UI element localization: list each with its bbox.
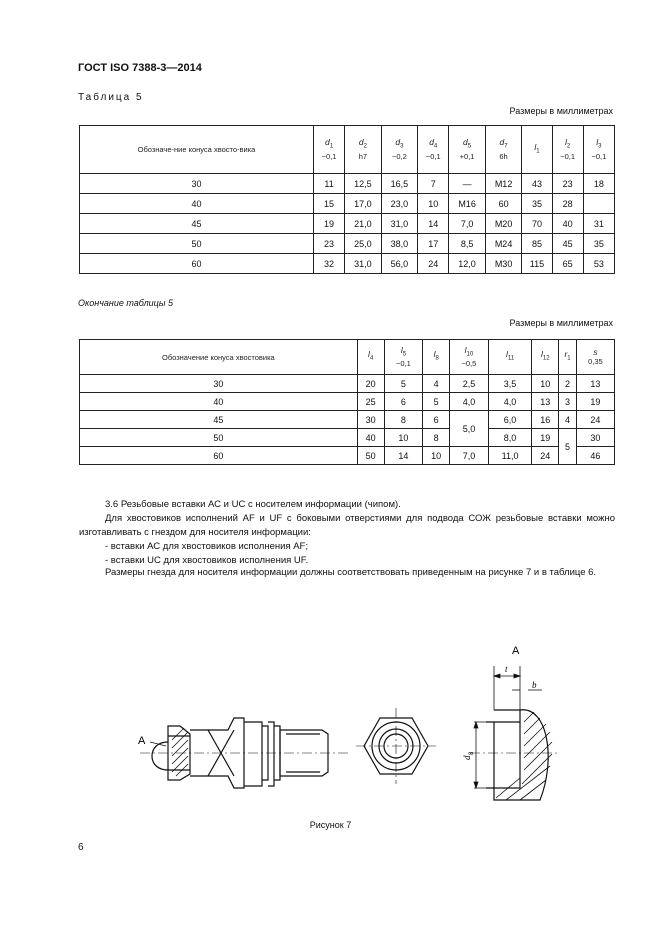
table5-continuation-body: [80, 375, 615, 465]
table5-cont-cell: 24: [532, 447, 559, 465]
table5-cont-row: [80, 411, 615, 429]
table5-continuation-caption: Окончание таблицы 5: [78, 298, 173, 308]
table5-header-5: $d_5$ +0,1: [449, 126, 486, 174]
table5-cell: 15: [313, 194, 344, 214]
table5-cell: 17: [418, 234, 449, 254]
table5-cont-cell: 5,0: [450, 411, 489, 447]
table5-cont-header-1: $l_4$: [357, 340, 384, 375]
table5-cont-cell: 14: [384, 447, 423, 465]
table5: [79, 125, 615, 274]
table5-cont-cell: 19: [576, 393, 614, 411]
table5-cont-header-2: $l_5$ −0,1: [384, 340, 423, 375]
table5-cell: 30: [80, 174, 314, 194]
table5-cont-row: [80, 447, 615, 465]
document-header: ГОСТ ISO 7388-3—2014: [78, 62, 202, 74]
table5-cell: M20: [485, 214, 521, 234]
table5-cell: 40: [552, 214, 583, 234]
list-item-ac: - вставки АС для хвостовиков исполнения AF;: [105, 541, 308, 552]
table5-cont-header-0: Обозначение конуса хвостовика: [80, 340, 358, 375]
table5-cont-row: [80, 393, 615, 411]
table5-cont-cell: 6: [423, 411, 450, 429]
table5-cell: 45: [552, 234, 583, 254]
table5-row: [80, 174, 615, 194]
paragraph-dimensions: Размеры гнезда для носителя информации должны соответствовать приведенным на рисунке 7 и в таблице 6.: [105, 567, 597, 578]
list-item-uc: - вставки UC для хвостовиков исполнения UF.: [105, 555, 309, 566]
section-3-6-heading: 3.6 Резьбовые вставки АС и UC с носителем информации (чипом).: [105, 499, 401, 510]
axis-lines-end-view: [356, 708, 436, 784]
table5-cell: 17,0: [345, 194, 382, 214]
label-a-left: A: [138, 735, 146, 747]
table5-cell: 11: [313, 174, 344, 194]
table5-cont-row: [80, 375, 615, 393]
table5-cell: 18: [583, 174, 614, 194]
table5-cell: 19: [313, 214, 344, 234]
hatching-detail: [496, 712, 552, 800]
paragraph-af-uf: Для хвостовиков исполнений AF и UF с боковыми отверстиями для подвода СОЖ резьбовые вставки можно изготавливать с гнездом для носителя информации:: [79, 513, 615, 538]
table5-cont-cell: 5: [559, 429, 577, 465]
table5-cont-cell: 50: [80, 429, 358, 447]
table5-cont-cell: 45: [80, 411, 358, 429]
table5-header-8: $l_2$ −0,1: [552, 126, 583, 174]
table5-row: [80, 194, 615, 214]
table5-cell: 35: [522, 194, 552, 214]
table5-cell: M12: [485, 174, 521, 194]
table5-cont-header-3: $l_8$: [423, 340, 450, 375]
table5-cont-header-5: $l_{11}$: [488, 340, 532, 375]
table5-cell: —: [449, 174, 486, 194]
table5-cell: 21,0: [345, 214, 382, 234]
table5-cell: 25,0: [345, 234, 382, 254]
table5-cont-cell: 60: [80, 447, 358, 465]
table5-cont-row: [80, 429, 615, 447]
table5-row: [80, 234, 615, 254]
table5-cont-cell: 2: [559, 375, 577, 393]
svg-text:8: 8: [469, 751, 475, 755]
page-number: 6: [78, 842, 84, 853]
table5-cont-cell: 4: [559, 411, 577, 429]
table5-continuation: [79, 339, 615, 465]
dimension-t: t: [505, 664, 508, 674]
table5-cell: 12,0: [449, 254, 486, 274]
table5-cont-cell: 13: [576, 375, 614, 393]
table5-cont-cell: 24: [576, 411, 614, 429]
table5-cell: 16,5: [381, 174, 418, 194]
table5-cell: 45: [80, 214, 314, 234]
table5-cell: 7,0: [449, 214, 486, 234]
table5-cell: 115: [522, 254, 552, 274]
table5-cell: 56,0: [381, 254, 418, 274]
table5-cont-cell: 6: [384, 393, 423, 411]
table5-cont-cell: 40: [80, 393, 358, 411]
svg-text:d: d: [462, 755, 472, 760]
table5-continuation-header-row: [80, 340, 615, 375]
table5-cell: M24: [485, 234, 521, 254]
table5-cont-cell: 6,0: [488, 411, 532, 429]
table5-cont-cell: 11,0: [488, 447, 532, 465]
table5-header-6: $d_7$ 6h: [485, 126, 521, 174]
table5-cell: 65: [552, 254, 583, 274]
table5-cell: 60: [485, 194, 521, 214]
table5-cont-cell: 19: [532, 429, 559, 447]
table5-cont-cell: 3,5: [488, 375, 532, 393]
table5-cont-cell: 4,0: [450, 393, 489, 411]
table5-cell: 32: [313, 254, 344, 274]
table5-cell: 70: [522, 214, 552, 234]
table5-cell: M16: [449, 194, 486, 214]
table5-cell: 10: [418, 194, 449, 214]
table5-cell: 35: [583, 234, 614, 254]
table5-header-1: $d_1$ −0,1: [313, 126, 344, 174]
table5-cont-header-6: $l_{12}$: [532, 340, 559, 375]
table5-cell: 53: [583, 254, 614, 274]
table5-cont-cell: 13: [532, 393, 559, 411]
table5-cont-cell: 8: [384, 411, 423, 429]
table5-cont-cell: 2,5: [450, 375, 489, 393]
table5-header-3: $d_3$ −0,2: [381, 126, 418, 174]
figure-7-drawing: [0, 600, 661, 815]
table5-row: [80, 254, 615, 274]
table5-cont-cell: 30: [80, 375, 358, 393]
table5-cell: 43: [522, 174, 552, 194]
table5-cont-cell: 4,0: [488, 393, 532, 411]
table5-cell: [583, 194, 614, 214]
table5-header-9: $l_3$ −0,1: [583, 126, 614, 174]
table5-cont-cell: 5: [423, 393, 450, 411]
table5-cont-header-7: $r_1$: [559, 340, 577, 375]
table5-cell: 14: [418, 214, 449, 234]
table5-body: [80, 174, 615, 274]
hatching-left: [172, 728, 188, 776]
table5-header-2: $d_2$ h7: [345, 126, 382, 174]
table5-cell: 24: [418, 254, 449, 274]
table5-cell: 60: [80, 254, 314, 274]
label-a-detail: A: [512, 645, 520, 657]
table5-caption: Таблица 5: [78, 92, 144, 103]
table5-cell: 38,0: [381, 234, 418, 254]
table5-cell: 50: [80, 234, 314, 254]
table5-cont-cell: 46: [576, 447, 614, 465]
table5-units: Размеры в миллиметрах: [509, 106, 613, 116]
table5-cont-header-8: s 0,35: [576, 340, 614, 375]
table5-header-4: $d_4$ −0,1: [418, 126, 449, 174]
table5-cell: 23: [313, 234, 344, 254]
table5-cell: 23,0: [381, 194, 418, 214]
table5-cell: 8,5: [449, 234, 486, 254]
table5-cell: 7: [418, 174, 449, 194]
figure-caption: Рисунок 7: [309, 820, 352, 830]
dimension-b: b: [532, 680, 537, 690]
table5-cont-cell: 8: [423, 429, 450, 447]
table5-cell: 40: [80, 194, 314, 214]
table5-row: [80, 214, 615, 234]
table5-cont-cell: 4: [423, 375, 450, 393]
table5-continuation-units: Размеры в миллиметрах: [509, 318, 613, 328]
dimension-d8: [462, 751, 475, 760]
table5-header-row: [80, 126, 615, 174]
table5-header-7: $l_1$: [522, 126, 552, 174]
table5-cont-cell: 50: [357, 447, 384, 465]
table5-cont-cell: 3: [559, 393, 577, 411]
table5-cont-cell: 25: [357, 393, 384, 411]
table5-cont-cell: 40: [357, 429, 384, 447]
table5-cell: 31,0: [345, 254, 382, 274]
table5-cell: 31: [583, 214, 614, 234]
table5-cont-cell: 16: [532, 411, 559, 429]
table5-cont-cell: 30: [576, 429, 614, 447]
table5-cont-cell: 10: [532, 375, 559, 393]
table5-cont-cell: 10: [384, 429, 423, 447]
table5-cont-cell: 8,0: [488, 429, 532, 447]
table5-cell: 23: [552, 174, 583, 194]
table5-cell: 28: [552, 194, 583, 214]
table5-cont-header-4: $l_{10}$ −0,5: [450, 340, 489, 375]
table5-cell: 85: [522, 234, 552, 254]
table5-cont-cell: 10: [423, 447, 450, 465]
table5-cont-cell: 7,0: [450, 447, 489, 465]
table5-header-0: Обозначе-ние конуса хвосто-вика: [80, 126, 314, 174]
table5-cont-cell: 30: [357, 411, 384, 429]
table5-cell: M30: [485, 254, 521, 274]
table5-cell: 31,0: [381, 214, 418, 234]
table5-cont-cell: 20: [357, 375, 384, 393]
table5-cell: 12,5: [345, 174, 382, 194]
table5-cont-cell: 5: [384, 375, 423, 393]
